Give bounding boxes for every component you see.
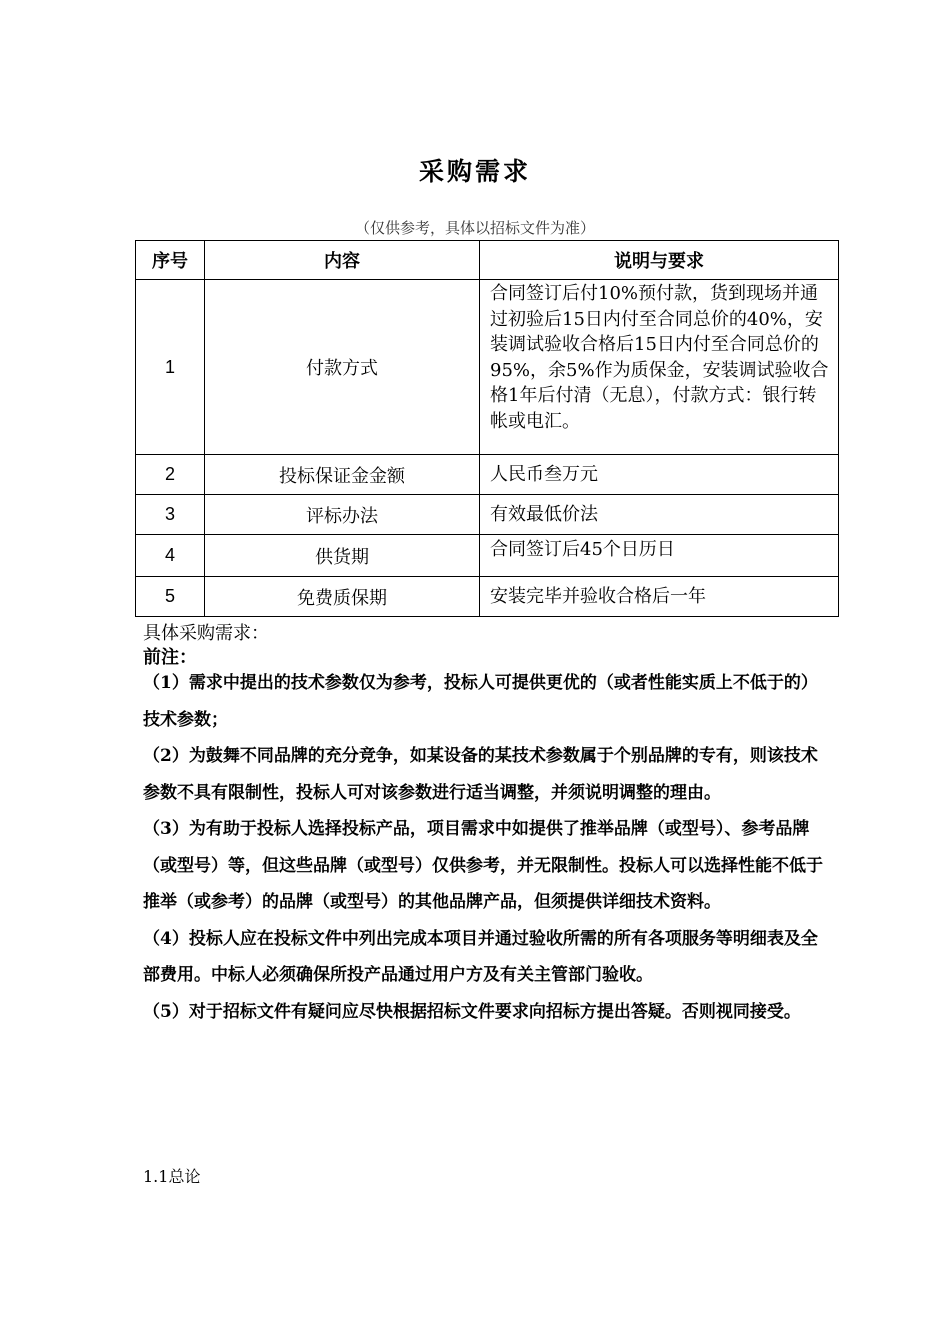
row-content: 投标保证金金额	[205, 455, 480, 495]
notes-list	[143, 665, 833, 1030]
row-desc: 合同签订后45个日历日	[480, 535, 839, 577]
page-subtitle: （仅供参考，具体以招标文件为准）	[354, 219, 595, 237]
row-no: 2	[136, 455, 205, 495]
row-desc: 合同签订后付10%预付款，货到现场并通过初验后15日内付至合同总价的40%，安装调试验收合格后15日内付至合同总价的95%，余5%作为质保金，安装调试验收合格1年后付清（无息），付款方式：银行转帐或电汇。	[480, 280, 839, 455]
page-title: 采购需求	[418, 157, 531, 186]
table-row	[136, 455, 839, 495]
row-content: 评标办法	[205, 495, 480, 535]
table-header-row	[136, 241, 839, 280]
row-content: 免费质保期	[205, 577, 480, 617]
table-row	[136, 535, 839, 577]
row-content: 付款方式	[205, 280, 480, 455]
note-item: （5）对于招标文件有疑问应尽快根据招标文件要求向招标方提出答疑。否则视同接受。	[143, 1001, 801, 1022]
table-row	[136, 280, 839, 455]
row-no: 4	[136, 535, 205, 577]
row-desc: 人民币叁万元	[480, 455, 839, 495]
header-no: 序号	[136, 241, 205, 280]
row-no: 3	[136, 495, 205, 535]
row-content: 供货期	[205, 535, 480, 577]
row-no: 1	[136, 280, 205, 455]
notes-heading: 前注：	[143, 647, 197, 668]
note-item: （4）投标人应在投标文件中列出完成本项目并通过验收所需的所有各项服务等明细表及全部费用。中标人必须确保所投产品通过用户方及有关主管部门验收。	[143, 928, 818, 985]
requirements-table	[135, 240, 839, 617]
row-desc: 安装完毕并验收合格后一年	[480, 577, 839, 617]
row-desc: 有效最低价法	[480, 495, 839, 535]
specific-requirements-label: 具体采购需求：	[143, 623, 269, 644]
row-no: 5	[136, 577, 205, 617]
header-desc: 说明与要求	[480, 241, 839, 280]
table-row	[136, 495, 839, 535]
note-item: （3）为有助于投标人选择投标产品，项目需求中如提供了推举品牌（或型号）、参考品牌（或型号）等，但这些品牌（或型号）仅供参考，并无限制性。投标人可以选择性能不低于推举（或参考）的品牌（或型号）的其他品牌产品，但须提供详细技术资料。	[143, 819, 823, 912]
note-item: （1）需求中提出的技术参数仅为参考，投标人可提供更优的（或者性能实质上不低于的）技术参数；	[143, 673, 818, 730]
section-heading: 1.1总论	[143, 1167, 201, 1186]
note-item: （2）为鼓舞不同品牌的充分竞争，如某设备的某技术参数属于个别品牌的专有，则该技术参数不具有限制性，投标人可对该参数进行适当调整，并须说明调整的理由。	[143, 746, 818, 803]
header-content: 内容	[205, 241, 480, 280]
table-row	[136, 577, 839, 617]
